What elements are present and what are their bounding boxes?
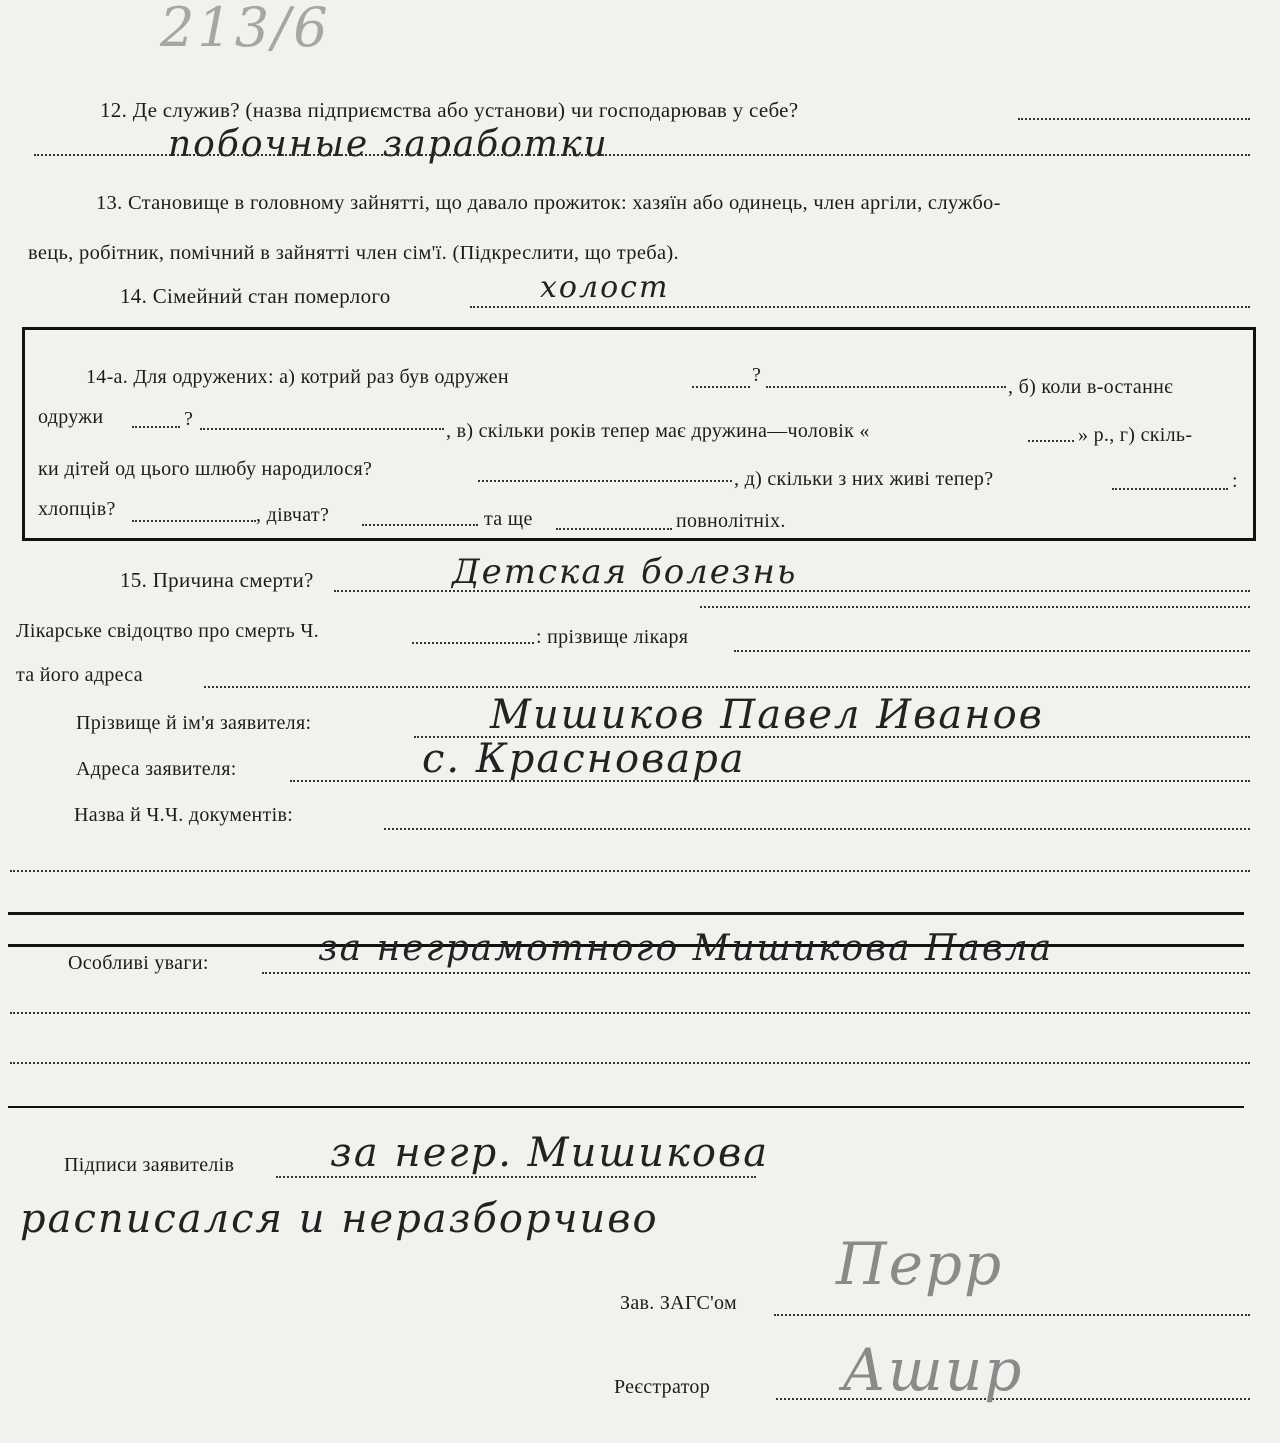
documents-continuation-line <box>10 870 1250 872</box>
special-notes-value: за неграмотного Мишикова Павла <box>318 928 1054 969</box>
q12-answer-line <box>34 154 1250 156</box>
registrar-signature: Ашир <box>842 1336 1024 1404</box>
q14a-qmark1: ? <box>752 364 762 386</box>
medical-certificate-label: Лікарське свідоцтво про смерть Ч. <box>16 620 319 642</box>
q14-label: 14. Сімейний стан померлого <box>120 284 391 308</box>
documents-dots <box>384 828 1250 830</box>
documents-label: Назва й Ч.Ч. документів: <box>74 804 294 826</box>
q14a-dots10 <box>556 528 672 530</box>
doctor-address-label: та його адреса <box>16 664 143 686</box>
q14a-part9: хлопців? <box>38 498 116 520</box>
doctor-name-label: : прізвище лікаря <box>536 626 689 648</box>
q14a-dots3 <box>132 426 180 428</box>
q14a-dots1 <box>692 386 750 388</box>
registry-head-label: Зав. ЗАГС'ом <box>620 1292 737 1314</box>
q13-line2: вець, робітник, помічний в зайнятті член сім'ї. (Підкреслити, що треба). <box>28 242 679 264</box>
applicant-address-value: с. Красновара <box>422 736 746 782</box>
registry-head-signature: Перр <box>836 1230 1004 1298</box>
q14a-part6: ки дітей од цього шлюбу народилося? <box>38 458 373 480</box>
q12-label: 12. Де служив? (назва підприємства або установи) чи господарював у себе? <box>100 98 799 122</box>
q14a-dots9 <box>362 524 478 526</box>
q14a-qmark2: ? <box>184 408 194 430</box>
q14a-part8: : <box>1232 470 1238 492</box>
q14-dotted-line <box>470 306 1250 308</box>
q14a-part12: повнолітніх. <box>676 510 786 532</box>
special-notes-label: Особливі уваги: <box>68 952 209 974</box>
q14a-dots8 <box>132 520 256 522</box>
q14a-part7: , д) скільки з них живі тепер? <box>734 468 994 490</box>
q14a-dots5 <box>1028 440 1074 442</box>
special-notes-line2 <box>10 1012 1250 1014</box>
q14a-dots6 <box>478 480 732 482</box>
special-notes-dots <box>262 972 1250 974</box>
q14a-part11: та ще <box>484 508 533 530</box>
applicant-signature-line1: за негр. Мишикова <box>330 1130 770 1176</box>
special-notes-line3 <box>10 1062 1250 1064</box>
q12-dotted-line <box>1018 118 1250 120</box>
q14a-part2: , б) коли в-останнє <box>1008 376 1173 398</box>
q14a-part5: » р., г) скіль- <box>1078 424 1193 446</box>
applicant-signature-line2: расписался и неразборчиво <box>20 1196 659 1242</box>
q15-answer: Детская болезнь <box>452 552 798 592</box>
doctor-address-dots <box>204 686 1250 688</box>
q15-continuation-line <box>700 606 1250 608</box>
notes-divider <box>8 1106 1244 1108</box>
q14a-part1: 14-а. Для одружених: а) котрий раз був одружен <box>86 366 509 388</box>
archive-number: 213/6 <box>160 0 331 59</box>
applicant-signatures-dots <box>276 1176 756 1178</box>
doctor-name-dots <box>734 650 1250 652</box>
medical-certificate-dots <box>412 642 534 644</box>
q14a-dots4 <box>200 428 444 430</box>
applicant-name-value: Мишиков Павел Иванов <box>490 692 1044 738</box>
q14a-part3: одружи <box>38 406 104 428</box>
q14-answer: холост <box>540 270 670 305</box>
q14a-dots7 <box>1112 488 1228 490</box>
applicant-address-label: Адреса заявителя: <box>76 758 237 780</box>
applicant-name-label: Прізвище й ім'я заявителя: <box>76 712 312 734</box>
registrar-label: Реєстратор <box>614 1376 711 1398</box>
section-divider-top <box>8 912 1244 915</box>
applicant-signatures-label: Підписи заявителів <box>64 1154 235 1176</box>
q13-line1: 13. Становище в головному зайнятті, що давало прожиток: хазяїн або одинець, член аргіли, службо- <box>96 192 1001 214</box>
q12-answer: побочные заработки <box>168 124 609 165</box>
q14a-part10: , дівчат? <box>256 504 330 526</box>
q14a-part4: , в) скільки років тепер має дружина—чоловік « <box>446 420 870 442</box>
q15-label: 15. Причина смерти? <box>120 568 314 592</box>
registry-head-dots <box>774 1314 1250 1316</box>
q14a-dots2 <box>766 386 1006 388</box>
